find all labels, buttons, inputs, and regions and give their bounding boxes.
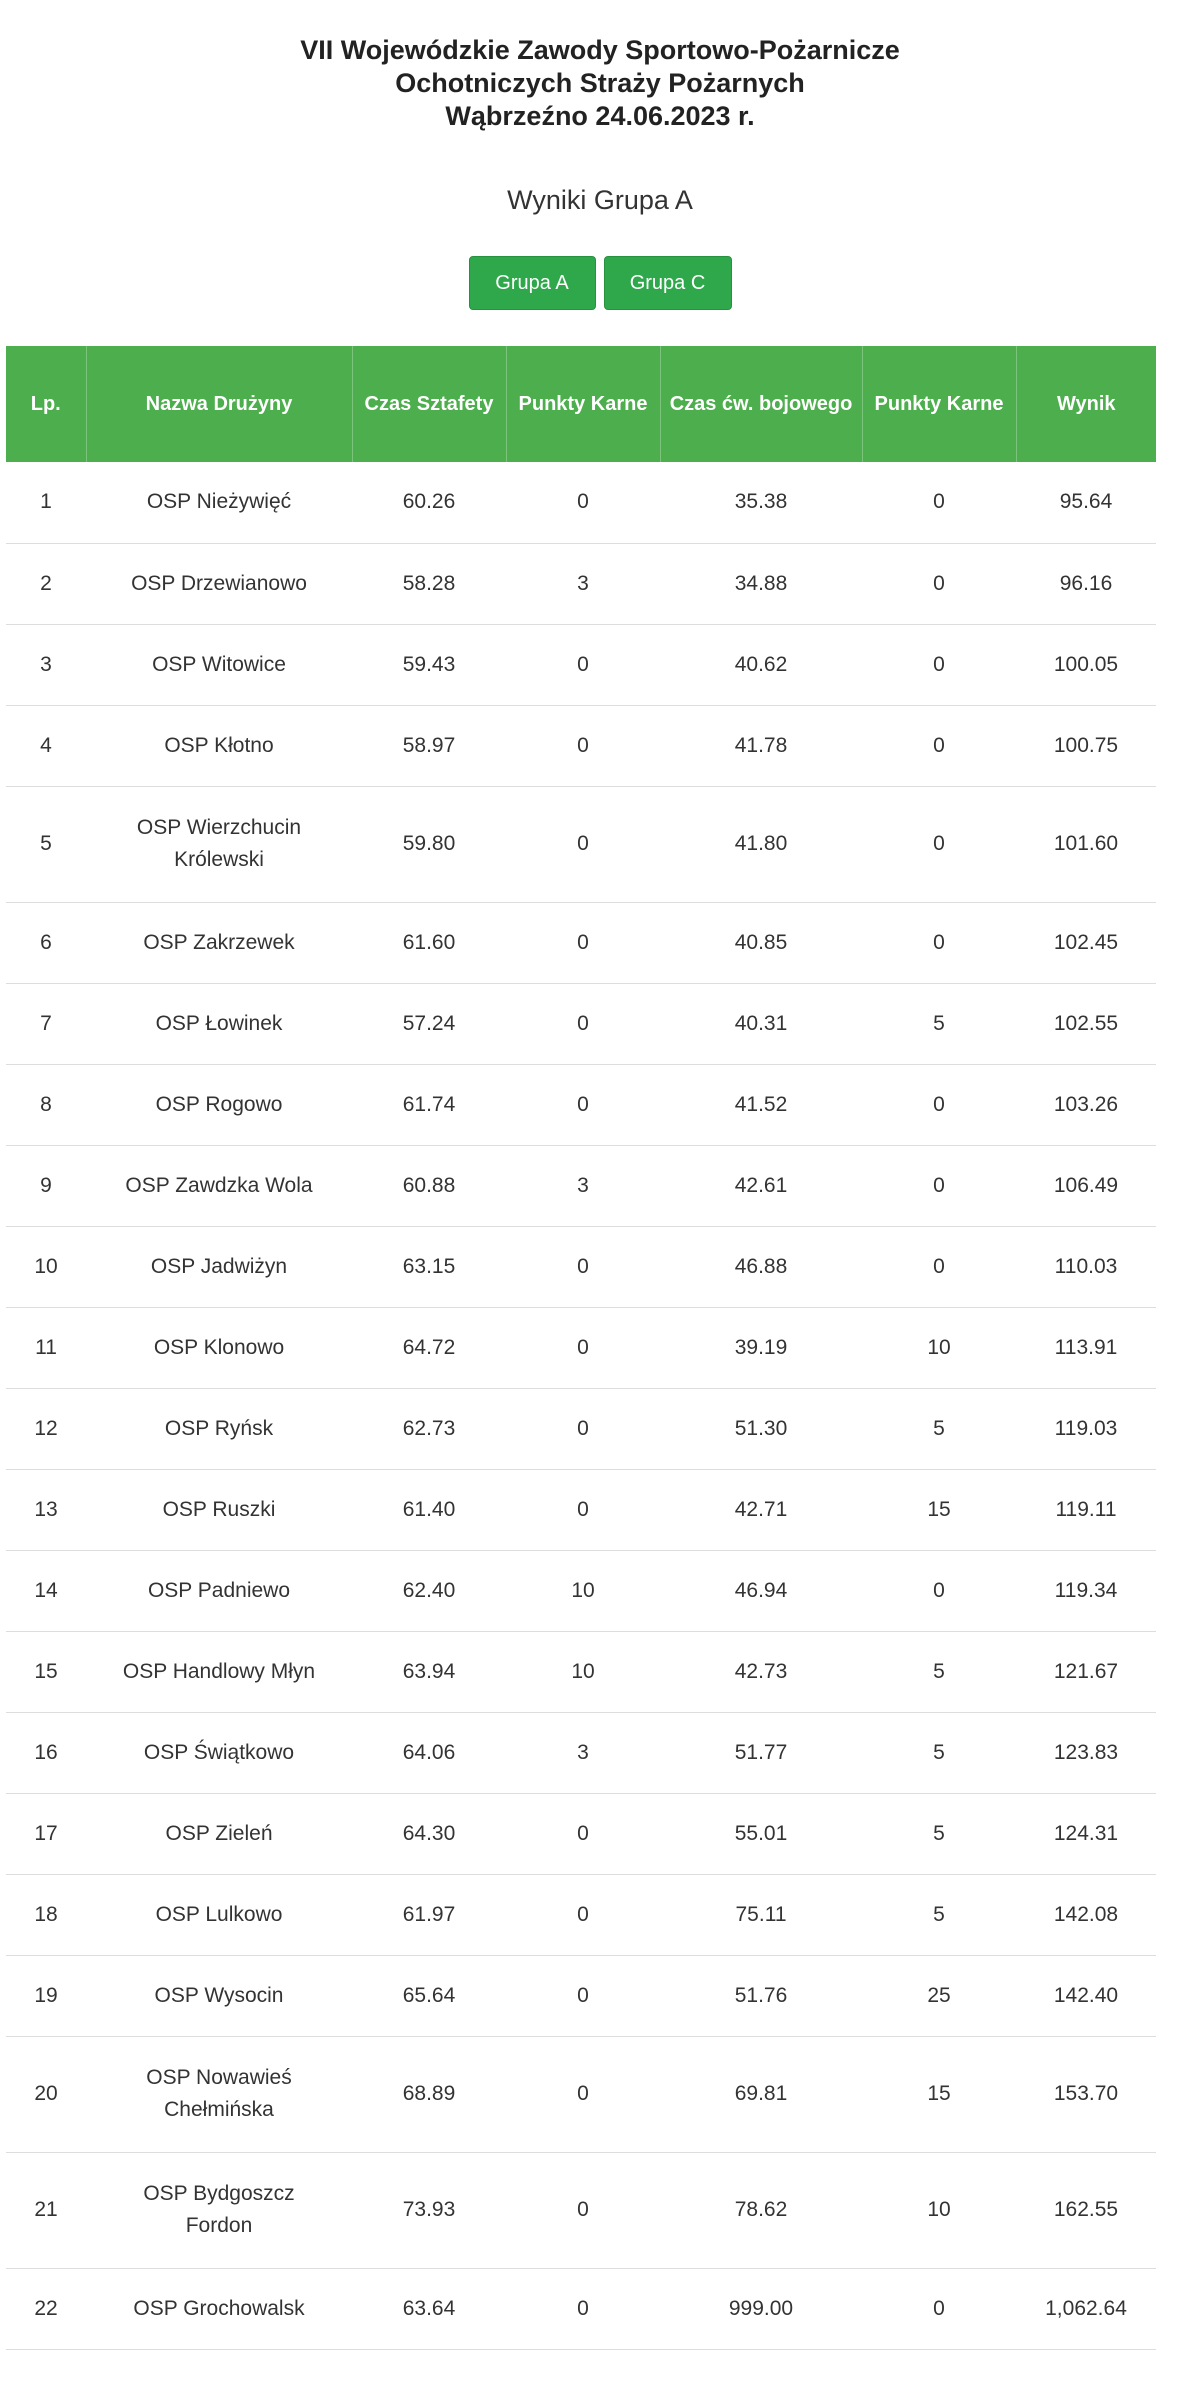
cell-relay-time: 59.43 xyxy=(352,624,506,705)
cell-relay-time: 58.28 xyxy=(352,543,506,624)
cell-result: 100.75 xyxy=(1016,705,1156,786)
cell-combat-time: 34.88 xyxy=(660,543,862,624)
table-row xyxy=(6,786,1156,902)
cell-combat-time: 42.73 xyxy=(660,1631,862,1712)
cell-relay-time: 63.94 xyxy=(352,1631,506,1712)
cell-result: 142.08 xyxy=(1016,1874,1156,1955)
table-row xyxy=(6,1550,1156,1631)
cell-lp: 8 xyxy=(6,1064,86,1145)
cell-relay-penalty: 0 xyxy=(506,1955,660,2036)
cell-lp: 16 xyxy=(6,1712,86,1793)
column-header-relay-time[interactable]: Czas Sztafety xyxy=(352,346,506,462)
table-row xyxy=(6,1307,1156,1388)
cell-combat-penalty: 5 xyxy=(862,1388,1016,1469)
cell-relay-penalty: 3 xyxy=(506,543,660,624)
page-title-line-1: VII Wojewódzkie Zawody Sportowo-Pożarnicze xyxy=(300,35,900,65)
cell-combat-time: 42.71 xyxy=(660,1469,862,1550)
cell-relay-time: 61.40 xyxy=(352,1469,506,1550)
cell-relay-time: 59.80 xyxy=(352,786,506,902)
cell-team-name: OSP Witowice xyxy=(86,624,352,705)
cell-combat-time: 40.62 xyxy=(660,624,862,705)
cell-team-name: OSP Bydgoszcz Fordon xyxy=(86,2152,352,2268)
cell-relay-penalty: 0 xyxy=(506,1388,660,1469)
cell-combat-time: 999.00 xyxy=(660,2268,862,2349)
cell-lp: 18 xyxy=(6,1874,86,1955)
cell-result: 153.70 xyxy=(1016,2036,1156,2152)
table-row xyxy=(6,1145,1156,1226)
table-header-row xyxy=(6,346,1156,462)
cell-combat-time: 51.30 xyxy=(660,1388,862,1469)
table-row xyxy=(6,2036,1156,2152)
cell-team-name: OSP Handlowy Młyn xyxy=(86,1631,352,1712)
cell-relay-time: 65.64 xyxy=(352,1955,506,2036)
cell-team-name: OSP Łowinek xyxy=(86,983,352,1064)
cell-result: 119.11 xyxy=(1016,1469,1156,1550)
cell-combat-penalty: 0 xyxy=(862,786,1016,902)
cell-combat-time: 55.01 xyxy=(660,1793,862,1874)
column-header-lp[interactable]: Lp. xyxy=(6,346,86,462)
page-header xyxy=(0,0,1200,220)
cell-relay-time: 63.64 xyxy=(352,2268,506,2349)
table-row xyxy=(6,1874,1156,1955)
table-row xyxy=(6,624,1156,705)
table-row xyxy=(6,1469,1156,1550)
column-header-combat-penalty[interactable]: Punkty Karne xyxy=(862,346,1016,462)
cell-relay-time: 60.26 xyxy=(352,462,506,543)
cell-combat-penalty: 25 xyxy=(862,1955,1016,2036)
cell-relay-time: 61.60 xyxy=(352,902,506,983)
cell-relay-penalty: 0 xyxy=(506,2036,660,2152)
cell-team-name: OSP Zieleń xyxy=(86,1793,352,1874)
cell-combat-penalty: 0 xyxy=(862,543,1016,624)
cell-combat-penalty: 0 xyxy=(862,705,1016,786)
results-subtitle: Wyniki Grupa A xyxy=(507,185,693,215)
cell-result: 100.05 xyxy=(1016,624,1156,705)
table-row xyxy=(6,983,1156,1064)
cell-result: 101.60 xyxy=(1016,786,1156,902)
cell-combat-time: 75.11 xyxy=(660,1874,862,1955)
cell-combat-time: 41.52 xyxy=(660,1064,862,1145)
cell-relay-penalty: 3 xyxy=(506,1712,660,1793)
cell-team-name: OSP Zakrzewek xyxy=(86,902,352,983)
table-row xyxy=(6,462,1156,543)
table-row xyxy=(6,1226,1156,1307)
table-row xyxy=(6,1955,1156,2036)
cell-relay-time: 63.15 xyxy=(352,1226,506,1307)
cell-team-name: OSP Lulkowo xyxy=(86,1874,352,1955)
cell-relay-time: 62.73 xyxy=(352,1388,506,1469)
cell-lp: 4 xyxy=(6,705,86,786)
cell-relay-penalty: 0 xyxy=(506,462,660,543)
cell-result: 1,062.64 xyxy=(1016,2268,1156,2349)
table-row xyxy=(6,543,1156,624)
cell-combat-penalty: 0 xyxy=(862,1226,1016,1307)
cell-relay-time: 64.30 xyxy=(352,1793,506,1874)
results-table-container xyxy=(0,346,1156,2350)
cell-lp: 1 xyxy=(6,462,86,543)
cell-lp: 19 xyxy=(6,1955,86,2036)
cell-lp: 12 xyxy=(6,1388,86,1469)
cell-relay-penalty: 0 xyxy=(506,1226,660,1307)
cell-combat-time: 51.77 xyxy=(660,1712,862,1793)
cell-combat-penalty: 0 xyxy=(862,624,1016,705)
column-header-combat-time[interactable]: Czas ćw. bojowego xyxy=(660,346,862,462)
cell-relay-time: 68.89 xyxy=(352,2036,506,2152)
table-row xyxy=(6,902,1156,983)
page-title-line-2: Ochotniczych Straży Pożarnych xyxy=(395,68,805,98)
cell-combat-penalty: 5 xyxy=(862,1631,1016,1712)
cell-combat-time: 41.80 xyxy=(660,786,862,902)
cell-relay-time: 64.06 xyxy=(352,1712,506,1793)
cell-result: 119.03 xyxy=(1016,1388,1156,1469)
cell-combat-time: 40.31 xyxy=(660,983,862,1064)
column-header-team-name[interactable]: Nazwa Drużyny xyxy=(86,346,352,462)
cell-relay-penalty: 0 xyxy=(506,1793,660,1874)
cell-combat-time: 41.78 xyxy=(660,705,862,786)
cell-team-name: OSP Padniewo xyxy=(86,1550,352,1631)
cell-combat-time: 40.85 xyxy=(660,902,862,983)
cell-team-name: OSP Nieżywięć xyxy=(86,462,352,543)
cell-team-name: OSP Grochowalsk xyxy=(86,2268,352,2349)
cell-combat-penalty: 0 xyxy=(862,1064,1016,1145)
cell-relay-time: 58.97 xyxy=(352,705,506,786)
cell-lp: 5 xyxy=(6,786,86,902)
cell-result: 102.55 xyxy=(1016,983,1156,1064)
cell-combat-penalty: 0 xyxy=(862,1550,1016,1631)
cell-relay-time: 57.24 xyxy=(352,983,506,1064)
cell-result: 96.16 xyxy=(1016,543,1156,624)
cell-lp: 2 xyxy=(6,543,86,624)
cell-lp: 20 xyxy=(6,2036,86,2152)
cell-relay-time: 61.97 xyxy=(352,1874,506,1955)
cell-combat-penalty: 15 xyxy=(862,1469,1016,1550)
results-table xyxy=(6,346,1156,2350)
cell-combat-time: 78.62 xyxy=(660,2152,862,2268)
cell-combat-time: 46.88 xyxy=(660,1226,862,1307)
cell-result: 162.55 xyxy=(1016,2152,1156,2268)
cell-result: 124.31 xyxy=(1016,1793,1156,1874)
cell-combat-time: 69.81 xyxy=(660,2036,862,2152)
cell-combat-time: 35.38 xyxy=(660,462,862,543)
table-row xyxy=(6,705,1156,786)
cell-relay-time: 73.93 xyxy=(352,2152,506,2268)
cell-combat-penalty: 5 xyxy=(862,1712,1016,1793)
cell-lp: 17 xyxy=(6,1793,86,1874)
cell-lp: 3 xyxy=(6,624,86,705)
table-row xyxy=(6,2268,1156,2349)
cell-team-name: OSP Zawdzka Wola xyxy=(86,1145,352,1226)
cell-team-name: OSP Wierzchucin Królewski xyxy=(86,786,352,902)
cell-relay-time: 64.72 xyxy=(352,1307,506,1388)
cell-lp: 15 xyxy=(6,1631,86,1712)
cell-relay-time: 62.40 xyxy=(352,1550,506,1631)
cell-team-name: OSP Klonowo xyxy=(86,1307,352,1388)
cell-combat-penalty: 0 xyxy=(862,462,1016,543)
cell-combat-penalty: 5 xyxy=(862,1793,1016,1874)
cell-combat-time: 46.94 xyxy=(660,1550,862,1631)
cell-result: 106.49 xyxy=(1016,1145,1156,1226)
cell-team-name: OSP Rogowo xyxy=(86,1064,352,1145)
cell-team-name: OSP Kłotno xyxy=(86,705,352,786)
cell-combat-time: 51.76 xyxy=(660,1955,862,2036)
cell-relay-time: 60.88 xyxy=(352,1145,506,1226)
cell-combat-time: 39.19 xyxy=(660,1307,862,1388)
cell-combat-penalty: 0 xyxy=(862,902,1016,983)
cell-combat-penalty: 10 xyxy=(862,2152,1016,2268)
cell-relay-penalty: 0 xyxy=(506,1874,660,1955)
cell-lp: 7 xyxy=(6,983,86,1064)
cell-result: 121.67 xyxy=(1016,1631,1156,1712)
table-row xyxy=(6,1064,1156,1145)
table-row xyxy=(6,1712,1156,1793)
cell-combat-penalty: 10 xyxy=(862,1307,1016,1388)
cell-lp: 10 xyxy=(6,1226,86,1307)
group-switcher xyxy=(0,256,1200,310)
cell-relay-penalty: 0 xyxy=(506,2152,660,2268)
cell-relay-penalty: 0 xyxy=(506,2268,660,2349)
table-row xyxy=(6,2152,1156,2268)
group-a-button[interactable]: Grupa A xyxy=(469,256,596,310)
cell-relay-penalty: 10 xyxy=(506,1550,660,1631)
table-row xyxy=(6,1388,1156,1469)
cell-team-name: OSP Nowawieś Chełmińska xyxy=(86,2036,352,2152)
column-header-result[interactable]: Wynik xyxy=(1016,346,1156,462)
cell-lp: 11 xyxy=(6,1307,86,1388)
cell-team-name: OSP Jadwiżyn xyxy=(86,1226,352,1307)
cell-lp: 22 xyxy=(6,2268,86,2349)
cell-result: 142.40 xyxy=(1016,1955,1156,2036)
column-header-relay-penalty[interactable]: Punkty Karne xyxy=(506,346,660,462)
cell-combat-penalty: 15 xyxy=(862,2036,1016,2152)
page-title-line-3: Wąbrzeźno 24.06.2023 r. xyxy=(445,101,755,131)
cell-result: 103.26 xyxy=(1016,1064,1156,1145)
table-row xyxy=(6,1631,1156,1712)
cell-relay-penalty: 10 xyxy=(506,1631,660,1712)
cell-relay-penalty: 0 xyxy=(506,1469,660,1550)
cell-result: 95.64 xyxy=(1016,462,1156,543)
cell-combat-penalty: 5 xyxy=(862,1874,1016,1955)
cell-relay-penalty: 0 xyxy=(506,983,660,1064)
cell-team-name: OSP Ruszki xyxy=(86,1469,352,1550)
cell-result: 110.03 xyxy=(1016,1226,1156,1307)
cell-combat-penalty: 0 xyxy=(862,2268,1016,2349)
cell-lp: 9 xyxy=(6,1145,86,1226)
cell-team-name: OSP Ryńsk xyxy=(86,1388,352,1469)
cell-lp: 13 xyxy=(6,1469,86,1550)
table-row xyxy=(6,1793,1156,1874)
cell-lp: 21 xyxy=(6,2152,86,2268)
cell-result: 119.34 xyxy=(1016,1550,1156,1631)
cell-lp: 14 xyxy=(6,1550,86,1631)
cell-combat-time: 42.61 xyxy=(660,1145,862,1226)
cell-result: 123.83 xyxy=(1016,1712,1156,1793)
cell-relay-penalty: 0 xyxy=(506,1064,660,1145)
cell-relay-penalty: 0 xyxy=(506,705,660,786)
cell-relay-penalty: 0 xyxy=(506,1307,660,1388)
cell-lp: 6 xyxy=(6,902,86,983)
cell-relay-penalty: 0 xyxy=(506,624,660,705)
cell-combat-penalty: 5 xyxy=(862,983,1016,1064)
cell-result: 102.45 xyxy=(1016,902,1156,983)
cell-combat-penalty: 0 xyxy=(862,1145,1016,1226)
cell-team-name: OSP Wysocin xyxy=(86,1955,352,2036)
group-c-button[interactable]: Grupa C xyxy=(604,256,732,310)
cell-relay-penalty: 0 xyxy=(506,786,660,902)
cell-result: 113.91 xyxy=(1016,1307,1156,1388)
cell-relay-time: 61.74 xyxy=(352,1064,506,1145)
results-table-body xyxy=(6,462,1156,2349)
cell-team-name: OSP Drzewianowo xyxy=(86,543,352,624)
cell-relay-penalty: 3 xyxy=(506,1145,660,1226)
cell-team-name: OSP Świątkowo xyxy=(86,1712,352,1793)
cell-relay-penalty: 0 xyxy=(506,902,660,983)
